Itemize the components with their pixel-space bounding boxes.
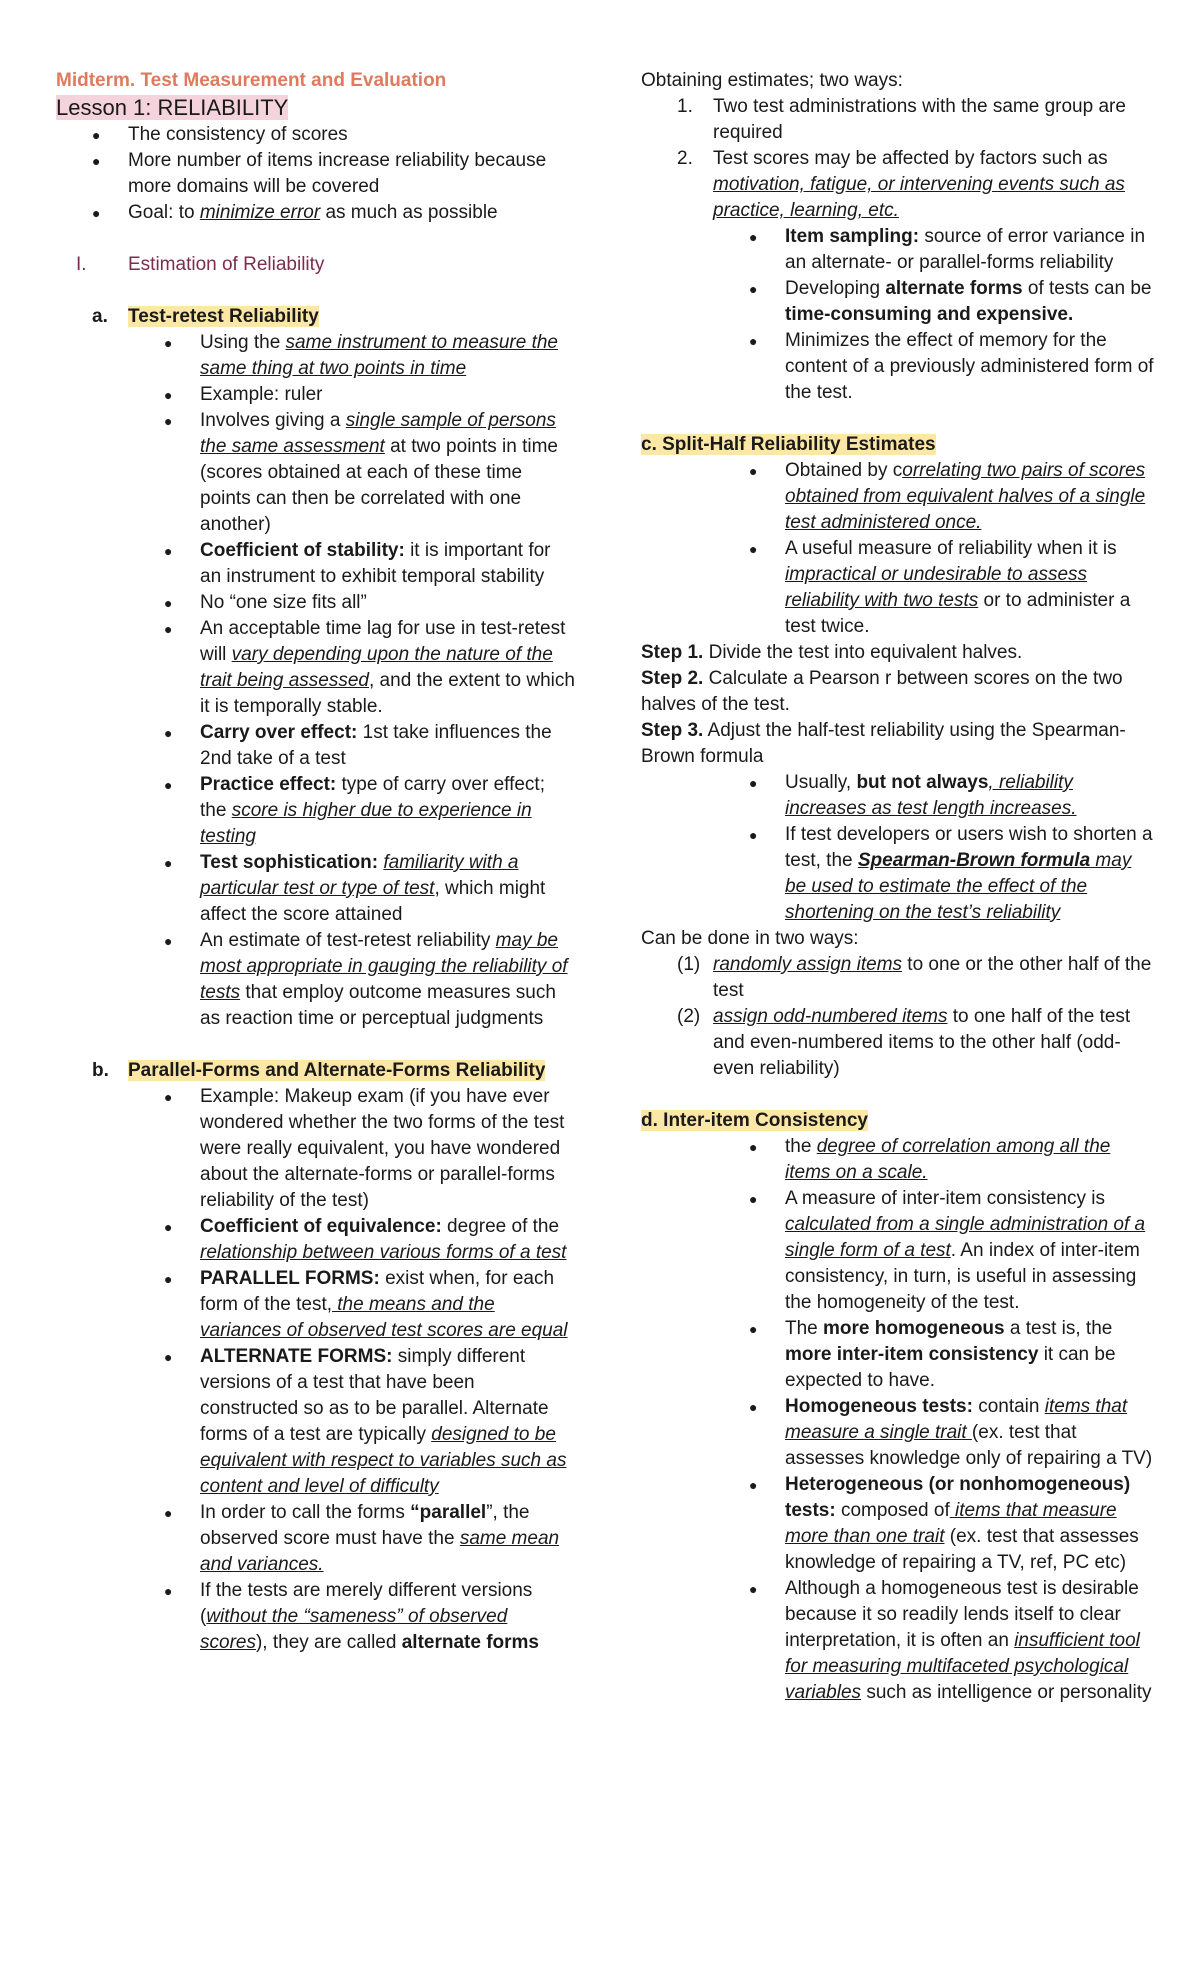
lesson-title: Lesson 1: RELIABILITY [56,95,289,120]
list-item: ● An estimate of test-retest reliability may be most appropriate in gauging the reliability of tests that employ outcome measures such as reaction time or perceptual judgments [56,928,576,1032]
two-ways-label: Can be done in two ways: [641,928,859,949]
list-item: ● Test sophistication: familiarity with a particular test or type of test, which might affect the score attained [56,850,576,928]
list-item: ● A useful measure of reliability when it is impractical or undesirable to assess reliability with two tests or to administer a test twice. [641,536,1156,640]
list-item: ● Using the same instrument to measure the same thing at two points in time [56,330,576,382]
list-item: ● Involves giving a single sample of persons the same assessment at two points in time (scores obtained at each of these time points can then be correlated with one another) [56,408,576,538]
list-item: (1) randomly assign items to one or the other half of the test [677,954,1152,1001]
step-2: Step 2. Calculate a Pearson r between scores on the two halves of the test. [641,668,1123,715]
list-item: ● Coefficient of equivalence: degree of the relationship between various forms of a test [56,1214,576,1266]
list-item: ● The more homogeneous a test is, the more inter-item consistency it can be expected to have. [641,1316,1156,1394]
list-item: ● Practice effect: type of carry over effect; the score is higher due to experience in testing [56,772,576,850]
list-item: ● Minimizes the effect of memory for the content of a previously administered form of the test. [641,328,1156,406]
list-item: ● No “one size fits all” [56,590,576,616]
split-half-heading: c. Split-Half Reliability Estimates [641,434,936,455]
split-half-list [641,458,1156,640]
list-item: ● Goal: to minimize error as much as possible [56,200,576,226]
obtaining-intro: Obtaining estimates; two ways: [641,70,903,91]
list-item: ● The consistency of scores [56,122,576,148]
parallel-forms-heading: b. Parallel-Forms and Alternate-Forms Reliability [92,1060,546,1081]
list-item: 2. Test scores may be affected by factors such as motivation, fatigue, or intervening events such as practice, learning, etc. [677,148,1125,221]
spearman-brown-list [641,770,1156,926]
left-column [56,68,576,1656]
parallel-forms-list [56,1084,576,1656]
list-item: ● An acceptable time lag for use in test-retest will vary depending upon the nature of the trait being assessed, and the extent to which it is temporally stable. [56,616,576,720]
list-item: ● Usually, but not always, reliability increases as test length increases. [641,770,1156,822]
list-item: ● Item sampling: source of error variance in an alternate- or parallel-forms reliability [641,224,1156,276]
list-item: ● If the tests are merely different versions (without the “sameness” of observed scores), they are called alternate forms [56,1578,576,1656]
list-item: ● Obtained by correlating two pairs of scores obtained from equivalent halves of a single test administered once. [641,458,1156,536]
list-item: ● the degree of correlation among all the items on a scale. [641,1134,1156,1186]
list-item: ● If test developers or users wish to shorten a test, the Spearman-Brown formula may be used to estimate the effect of the shortening on the test’s reliability [641,822,1156,926]
list-item: ● Coefficient of stability: it is important for an instrument to exhibit temporal stability [56,538,576,590]
split-ways-list [641,952,1156,1082]
list-item: ● Developing alternate forms of tests can be time-consuming and expensive. [641,276,1156,328]
list-item: ● A measure of inter-item consistency is calculated from a single administration of a single form of a test. An index of inter-item consistency, in turn, is useful in assessing the homogeneity of the test. [641,1186,1156,1316]
list-item: ● Heterogeneous (or nonhomogeneous) tests: composed of items that measure more than one trait (ex. test that assesses knowledge of repairing a TV, ref, PC etc) [641,1472,1156,1576]
list-item: ● Example: Makeup exam (if you have ever wondered whether the two forms of the test were really equivalent, you have wondered about the alternate-forms or parallel-forms reliability of the test) [56,1084,576,1214]
document-title: Midterm. Test Measurement and Evaluation [56,70,447,91]
inter-item-list [641,1134,1156,1706]
list-item: ● In order to call the forms “parallel”, the observed score must have the same mean and variances. [56,1500,576,1578]
test-retest-heading: a. Test-retest Reliability [92,306,319,327]
list-item: ● Although a homogeneous test is desirable because it so readily lends itself to clear interpretation, it is often an insufficient tool for measuring multifaceted psychological variables such as intelligence or personality [641,1576,1156,1706]
inter-item-heading: d. Inter-item Consistency [641,1110,868,1131]
list-item: 1. Two test administrations with the same group are required [677,96,1126,143]
list-item: ● Homogeneous tests: contain items that measure a single trait (ex. test that assesses knowledge only of repairing a TV) [641,1394,1156,1472]
right-column [641,68,1156,1706]
list-item: ● More number of items increase reliability because more domains will be covered [56,148,576,200]
list-item: (2) assign odd-numbered items to one half of the test and even-numbered items to the other half (odd-even reliability) [677,1006,1131,1079]
test-retest-list [56,330,576,1032]
list-item: ● PARALLEL FORMS: exist when, for each form of the test, the means and the variances of observed test scores are equal [56,1266,576,1344]
step-1: Step 1. Divide the test into equivalent halves. [641,642,1023,663]
obtaining-bullets [641,224,1156,406]
obtaining-list [641,94,1156,224]
step-3: Step 3. Adjust the half-test reliability using the Spearman-Brown formula [641,720,1126,767]
intro-list [56,122,576,226]
list-item: ● Example: ruler [56,382,576,408]
list-item: ● ALTERNATE FORMS: simply different versions of a test that have been constructed so as to be parallel. Alternate forms of a test are typically designed to be equivalent with respect to variables such as content and level of difficulty [56,1344,576,1500]
section-heading: I. Estimation of Reliability [76,254,325,275]
list-item: ● Carry over effect: 1st take influences the 2nd take of a test [56,720,576,772]
